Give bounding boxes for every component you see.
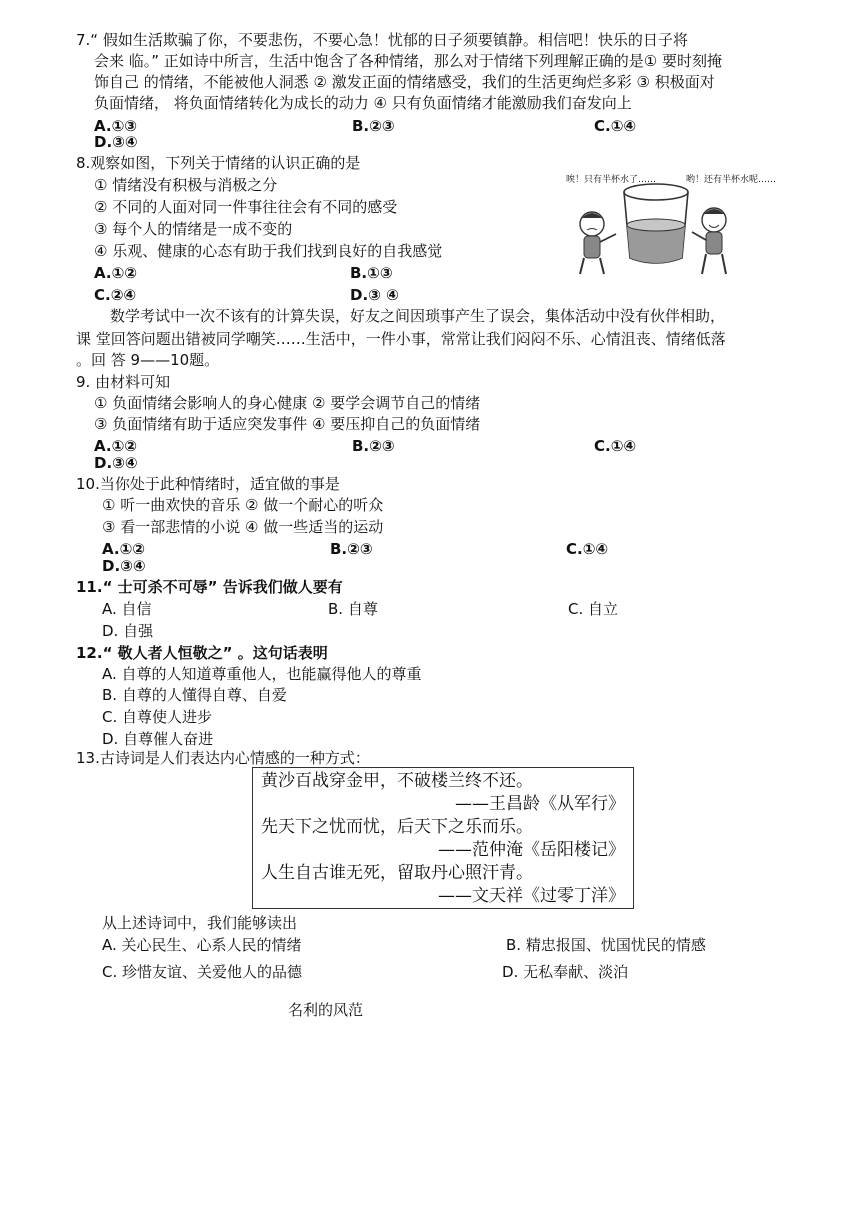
q9-stem: 9. 由材料可知 — [76, 373, 171, 391]
q13-stem: 13.古诗词是人们表达内心情感的一种方式： — [76, 749, 370, 767]
q7-line-2: 会来 临。” 正如诗中所言，生活中饱含了各种情绪，那么对于情绪下列理解正确的是① 要时刻掩 — [94, 52, 723, 70]
q11-option-a[interactable]: A. 自信 — [102, 600, 152, 618]
q7-option-c-text: C.①④ — [594, 117, 637, 135]
half-glass-illustration — [560, 170, 777, 280]
q11-stem: 11.“ 士可杀不可辱” 告诉我们做人要有 — [76, 578, 343, 596]
q10-statements-2: ③ 看一部悲情的小说 ④ 做一些适当的运动 — [102, 518, 384, 536]
q8-option-c-text: C.②④ — [94, 286, 137, 304]
q10-option-a-text: A.①② — [102, 540, 145, 558]
q13-option-a[interactable]: A. 关心民生、心系人民的情绪 — [102, 936, 302, 954]
q7-option-c[interactable] — [594, 116, 636, 136]
poem-2-line: 先天下之忧而忧，后天下之乐而乐。 — [261, 817, 533, 837]
q13-option-c[interactable]: C. 珍惜友谊、关爱他人的品德 — [102, 963, 303, 981]
q7-option-d-text: D.③④ — [94, 133, 138, 151]
material-line-3: 。回 答 9——10题。 — [76, 351, 220, 369]
q7-line-1: 7.“ 假如生活欺骗了你，不要悲伤，不要心急！忧郁的日子须要镇静。相信吧！快乐的日子将 — [76, 31, 688, 49]
q9-option-c[interactable] — [594, 436, 636, 456]
cartoon-left-speech: 唉！只有半杯水了…… — [566, 175, 657, 185]
q12-option-c[interactable]: C. 自尊使人进步 — [102, 708, 213, 726]
q10-option-b-text: B.②③ — [330, 540, 373, 558]
q10-option-b[interactable] — [330, 539, 373, 559]
q9-option-b[interactable] — [352, 436, 395, 456]
poem-2-source: ——范仲淹《岳阳楼记》 — [438, 840, 625, 860]
q8-stem: 8.观察如图，下列关于情绪的认识正确的是 — [76, 154, 361, 172]
q8-option-d[interactable] — [350, 285, 399, 305]
q13-prompt: 从上述诗词中，我们能够读出 — [102, 914, 298, 932]
q9-option-c-text: C.①④ — [594, 437, 637, 455]
q7-line-3: 饰自己 的情绪，不能被他人洞悉 ② 激发正面的情绪感受，我们的生活更绚烂多彩 ③ 积极面对 — [94, 73, 715, 91]
q7-line-4: 负面情绪， 将负面情绪转化为成长的动力 ④ 只有负面情绪才能激励我们奋发向上 — [94, 94, 632, 112]
q10-option-d[interactable] — [102, 556, 146, 576]
q12-stem: 12.“ 敬人者人恒敬之” 。这句话表明 — [76, 644, 328, 662]
q8-option-d-text: D.③ ④ — [350, 286, 399, 304]
q11-option-b[interactable]: B. 自尊 — [328, 600, 378, 618]
q8-statement-2: ② 不同的人面对同一件事往往会有不同的感受 — [94, 198, 398, 216]
q13-option-b[interactable]: B. 精忠报国、忧国忧民的情感 — [506, 936, 706, 954]
q10-option-d-text: D.③④ — [102, 557, 146, 575]
q8-option-b-text: B.①③ — [350, 264, 393, 282]
q12-option-d[interactable]: D. 自尊催人奋进 — [102, 730, 214, 748]
q10-stem: 10.当你处于此种情绪时，适宜做的事是 — [76, 475, 340, 493]
q13-option-d-continuation: 名利的风范 — [288, 1001, 364, 1019]
q10-option-c[interactable] — [566, 539, 608, 559]
q9-statements-2: ③ 负面情绪有助于适应突发事件 ④ 要压抑自己的负面情绪 — [94, 415, 481, 433]
q8-option-c[interactable] — [94, 285, 136, 305]
q8-option-a[interactable] — [94, 263, 137, 283]
q9-option-b-text: B.②③ — [352, 437, 395, 455]
q12-option-a[interactable]: A. 自尊的人知道尊重他人，也能赢得他人的尊重 — [102, 665, 422, 683]
q12-option-b[interactable]: B. 自尊的人懂得自尊、自爱 — [102, 686, 287, 704]
material-line-2: 课 堂回答问题出错被同学嘲笑……生活中，一件小事，常常让我们闷闷不乐、心情沮丧、情绪低落 — [76, 330, 726, 348]
half-glass-cartoon — [560, 170, 777, 280]
q7-option-a-text: A.①③ — [94, 117, 137, 135]
q11-option-d[interactable]: D. 自强 — [102, 622, 154, 640]
q7-option-b[interactable] — [352, 116, 395, 136]
q10-statements-1: ① 听一曲欢快的音乐 ② 做一个耐心的听众 — [102, 496, 384, 514]
q13-option-d[interactable]: D. 无私奉献、淡泊 — [502, 963, 629, 981]
poem-box — [252, 767, 634, 909]
q8-statement-4: ④ 乐观、健康的心态有助于我们找到良好的自我感觉 — [94, 242, 443, 260]
q9-option-a-text: A.①② — [94, 437, 137, 455]
cartoon-right-speech: 哟！还有半杯水呢…… — [686, 175, 777, 185]
q9-option-d[interactable] — [94, 453, 138, 473]
q11-option-c[interactable]: C. 自立 — [568, 600, 619, 618]
poem-1-source: ——王昌龄《从军行》 — [455, 794, 625, 814]
q8-option-b[interactable] — [350, 263, 393, 283]
q8-statement-1: ① 情绪没有积极与消极之分 — [94, 176, 278, 194]
q7-option-d[interactable] — [94, 132, 138, 152]
poem-1-line: 黄沙百战穿金甲，不破楼兰终不还。 — [261, 771, 533, 791]
poem-3-line: 人生自古谁无死，留取丹心照汗青。 — [261, 863, 533, 883]
q10-option-c-text: C.①④ — [566, 540, 609, 558]
material-line-1: 数学考试中一次不该有的计算失误，好友之间因琐事产生了误会，集体活动中没有伙伴相助， — [110, 307, 726, 325]
q9-option-d-text: D.③④ — [94, 454, 138, 472]
q8-statement-3: ③ 每个人的情绪是一成不变的 — [94, 220, 293, 238]
q9-statements-1: ① 负面情绪会影响人的身心健康 ② 要学会调节自己的情绪 — [94, 394, 481, 412]
q7-option-b-text: B.②③ — [352, 117, 395, 135]
poem-3-source: ——文天祥《过零丁洋》 — [438, 886, 625, 906]
q8-option-a-text: A.①② — [94, 264, 137, 282]
